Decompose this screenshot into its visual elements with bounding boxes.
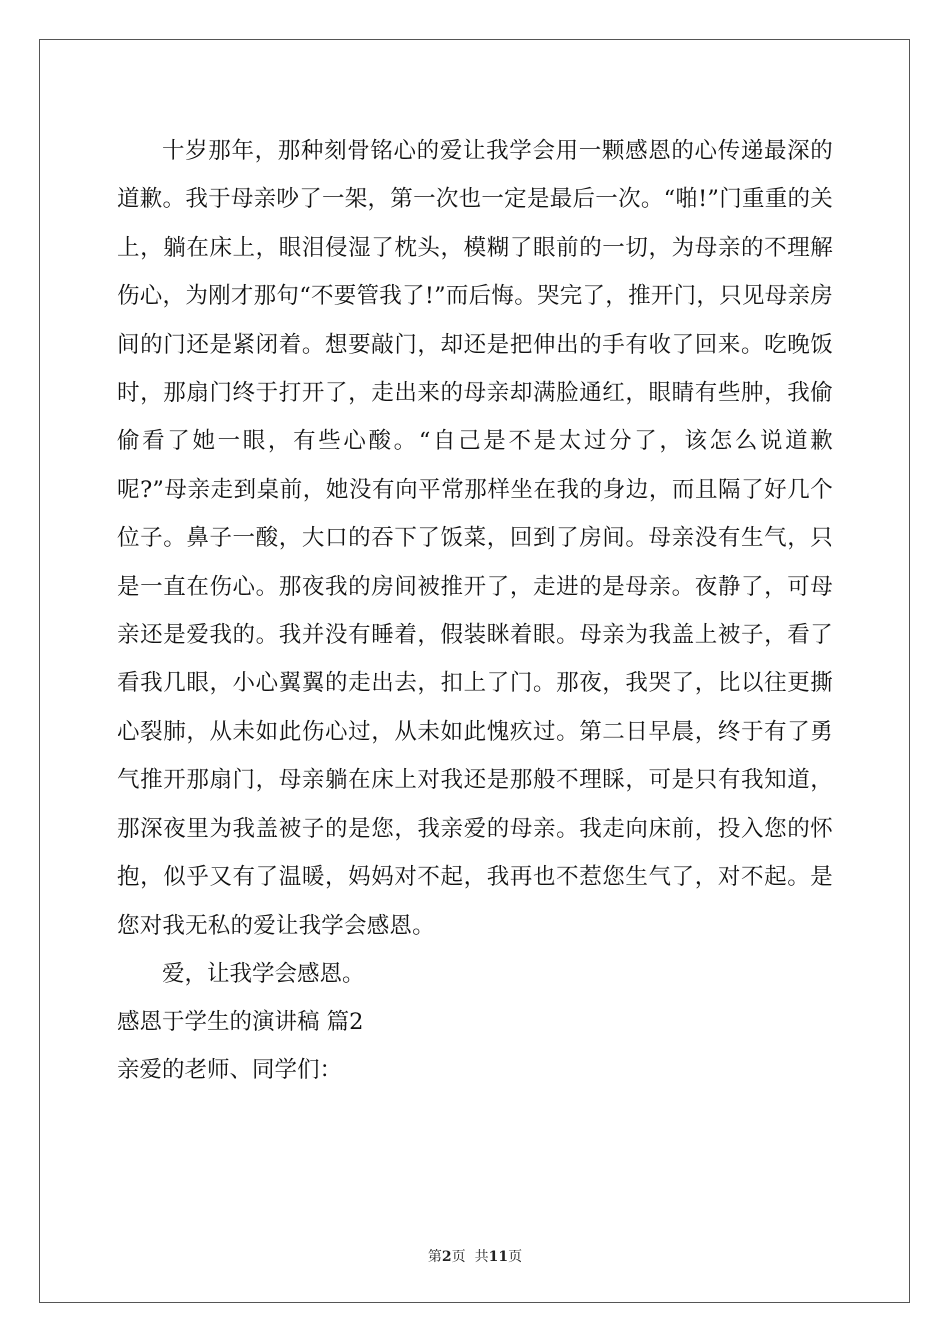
closing-sentence: 爱，让我学会感恩。	[162, 960, 365, 987]
document-body	[117, 127, 833, 1094]
current-page-number: 2	[441, 1249, 452, 1265]
page-footer	[0, 1248, 950, 1266]
section-heading: 感恩于学生的演讲稿 篇2	[117, 1008, 364, 1035]
body-paragraph: 十岁那年，那种刻骨铭心的爱让我学会用一颗感恩的心传递最深的道歉。我于母亲吵了一架，第一次也一定是最后一次。“啪!”门重重的关上，躺在床上，眼泪侵湿了枕头，模糊了眼前的一切，为母亲的不理解伤心，为刚才那句“不要管我了!”而后悔。哭完了，推开门，只见母亲房间的门还是紧闭着。想要敲门，却还是把伸出的手有收了回来。吃晚饭时，那扇门终于打开了，走出来的母亲却满脸通红，眼睛有些肿，我偷偷看了她一眼，有些心酸。“自己是不是太过分了，该怎么说道歉呢?”母亲走到桌前，她没有向平常那样坐在我的身边，而且隔了好几个位子。鼻子一酸，大口的吞下了饭菜，回到了房间。母亲没有生气，只是一直在伤心。那夜我的房间被推开了，走进的是母亲。夜静了，可母亲还是爱我的。我并没有睡着，假装眯着眼。母亲为我盖上被子，看了看我几眼，小心翼翼的走出去，扣上了门。那夜，我哭了，比以往更撕心裂肺，从未如此伤心过，从未如此愧疚过。第二日早晨，终于有了勇气推开那扇门，母亲躺在床上对我还是那般不理睬，可是只有我知道，那深夜里为我盖被子的是您，我亲爱的母亲。我走向床前，投入您的怀抱，似乎又有了温暖，妈妈对不起，我再也不惹您生气了，对不起。是您对我无私的爱让我学会感恩。	[117, 138, 833, 939]
total-pages-number: 11	[488, 1249, 509, 1265]
footer-middle: 页 共	[451, 1249, 489, 1265]
footer-suffix: 页	[508, 1249, 523, 1265]
footer-prefix: 第	[427, 1249, 442, 1265]
salutation: 亲爱的老师、同学们：	[117, 1056, 343, 1083]
